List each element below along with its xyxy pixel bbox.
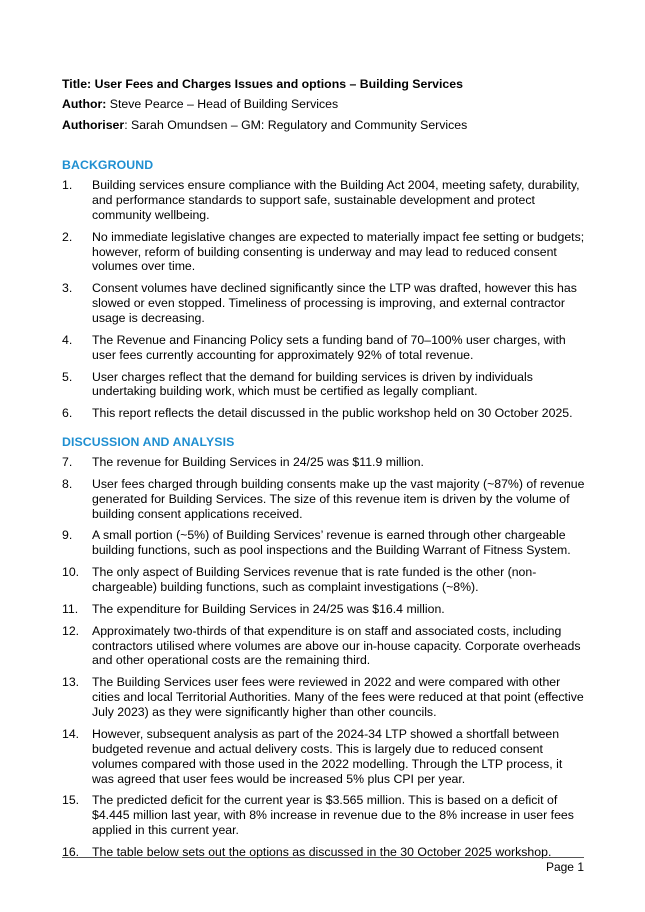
discussion-heading: DISCUSSION AND ANALYSIS [62, 435, 235, 449]
item-text: The expenditure for Building Services in 24/25 was $16.4 million. [92, 601, 445, 616]
item-number: 7. [62, 455, 73, 469]
authoriser-label: Authoriser [62, 118, 125, 132]
item-text: The only aspect of Building Services revenue that is rate funded is the other (non-chargeable) building functions, such as complaint investigations (~8%). [92, 565, 537, 595]
author-line [62, 97, 338, 112]
item-text: However, subsequent analysis as part of the 2024-34 LTP showed a shortfall between budgeted revenue and actual delivery costs. This is largely due to reduced consent volumes compared with those used in the 2022 modelling. Through the LTP process, it was agreed that user fees would be increased 5% plus CPI per year. [92, 726, 563, 786]
authoriser-line [62, 118, 467, 133]
background-list [62, 178, 592, 428]
item-number: 9. [62, 528, 73, 543]
footer-divider [62, 857, 584, 858]
item-number: 16. [62, 844, 80, 859]
item-text: No immediate legislative changes are expected to materially impact fee setting or budgets; however, reform of building consenting is underway and may lead to reduced consent volumes over time. [92, 229, 585, 274]
list-item [62, 727, 592, 787]
item-text: The revenue for Building Services in 24/25 was $11.9 million. [92, 455, 424, 469]
item-number: 1. [62, 178, 73, 192]
discussion-list [62, 455, 592, 867]
page-number: Page 1 [545, 860, 584, 874]
background-heading: BACKGROUND [62, 158, 154, 172]
item-number: 15. [62, 793, 80, 808]
list-item [62, 178, 592, 223]
item-number: 4. [62, 332, 73, 347]
item-number: 2. [62, 229, 73, 244]
author-label: Author: [62, 97, 107, 111]
author-value: Steve Pearce – Head of Building Services [106, 97, 339, 111]
item-text: The predicted deficit for the current year is $3.565 million. This is based on a deficit of $4.445 million last year, with 8% increase in revenue due to the 8% increase in user fees applied in this current year. [92, 793, 574, 838]
list-item [62, 230, 592, 275]
item-number: 14. [62, 726, 80, 741]
list-item [62, 455, 592, 470]
item-number: 6. [62, 406, 73, 421]
list-item [62, 793, 592, 838]
item-text: This report reflects the detail discussed in the public workshop held on 30 October 2025. [92, 406, 573, 421]
list-item [62, 333, 592, 363]
item-text: A small portion (~5%) of Building Services’ revenue is earned through other chargeable building functions, such as pool inspections and the Building Warrant of Fitness System. [92, 528, 571, 558]
list-item [62, 281, 592, 326]
authoriser-value: : Sarah Omundsen – GM: Regulatory and Community Services [124, 118, 468, 132]
list-item [62, 602, 592, 617]
item-text: The Building Services user fees were reviewed in 2022 and were compared with other cities and local Territorial Authorities. Many of the fees were reduced at that point (effective July 2023) as they were significantly higher than other councils. [92, 675, 584, 720]
item-text: Building services ensure compliance with the Building Act 2004, meeting safety, durability, and performance standards to support safe, sustainable development and protect community wellbeing. [92, 178, 580, 222]
list-item [62, 477, 592, 522]
item-text: User charges reflect that the demand for building services is driven by individuals undertaking building work, which must be certified as legally compliant. [92, 369, 533, 399]
item-number: 3. [62, 281, 73, 296]
list-item [62, 370, 592, 400]
item-number: 8. [62, 476, 73, 491]
item-number: 10. [62, 565, 80, 580]
list-item [62, 675, 592, 720]
document-title: Title: User Fees and Charges Issues and options – Building Services [62, 77, 463, 91]
item-number: 5. [62, 369, 73, 384]
list-item [62, 406, 592, 421]
list-item [62, 528, 592, 558]
item-number: 12. [62, 623, 80, 638]
item-text: Consent volumes have declined significantly since the LTP was drafted, however this has slowed or even stopped. Timeliness of processing is improving, and external contractor usage is decreasing. [92, 281, 577, 326]
item-number: 11. [62, 601, 79, 616]
list-item [62, 624, 592, 669]
item-text: User fees charged through building consents make up the vast majority (~87%) of revenue generated for Building Services. The size of this revenue item is driven by the volume of building consent applications received. [92, 476, 585, 521]
item-text: Approximately two-thirds of that expenditure is on staff and associated costs, including contractors utilised where volumes are above our in-house capacity. Corporate overheads and other operational costs are the remaining third. [92, 623, 581, 668]
item-text: The table below sets out the options as discussed in the 30 October 2025 workshop. [92, 844, 552, 859]
item-text: The Revenue and Financing Policy sets a funding band of 70–100% user charges, with user fees currently accounting for approximately 92% of total revenue. [92, 332, 566, 362]
list-item [62, 565, 592, 595]
item-number: 13. [62, 675, 80, 690]
